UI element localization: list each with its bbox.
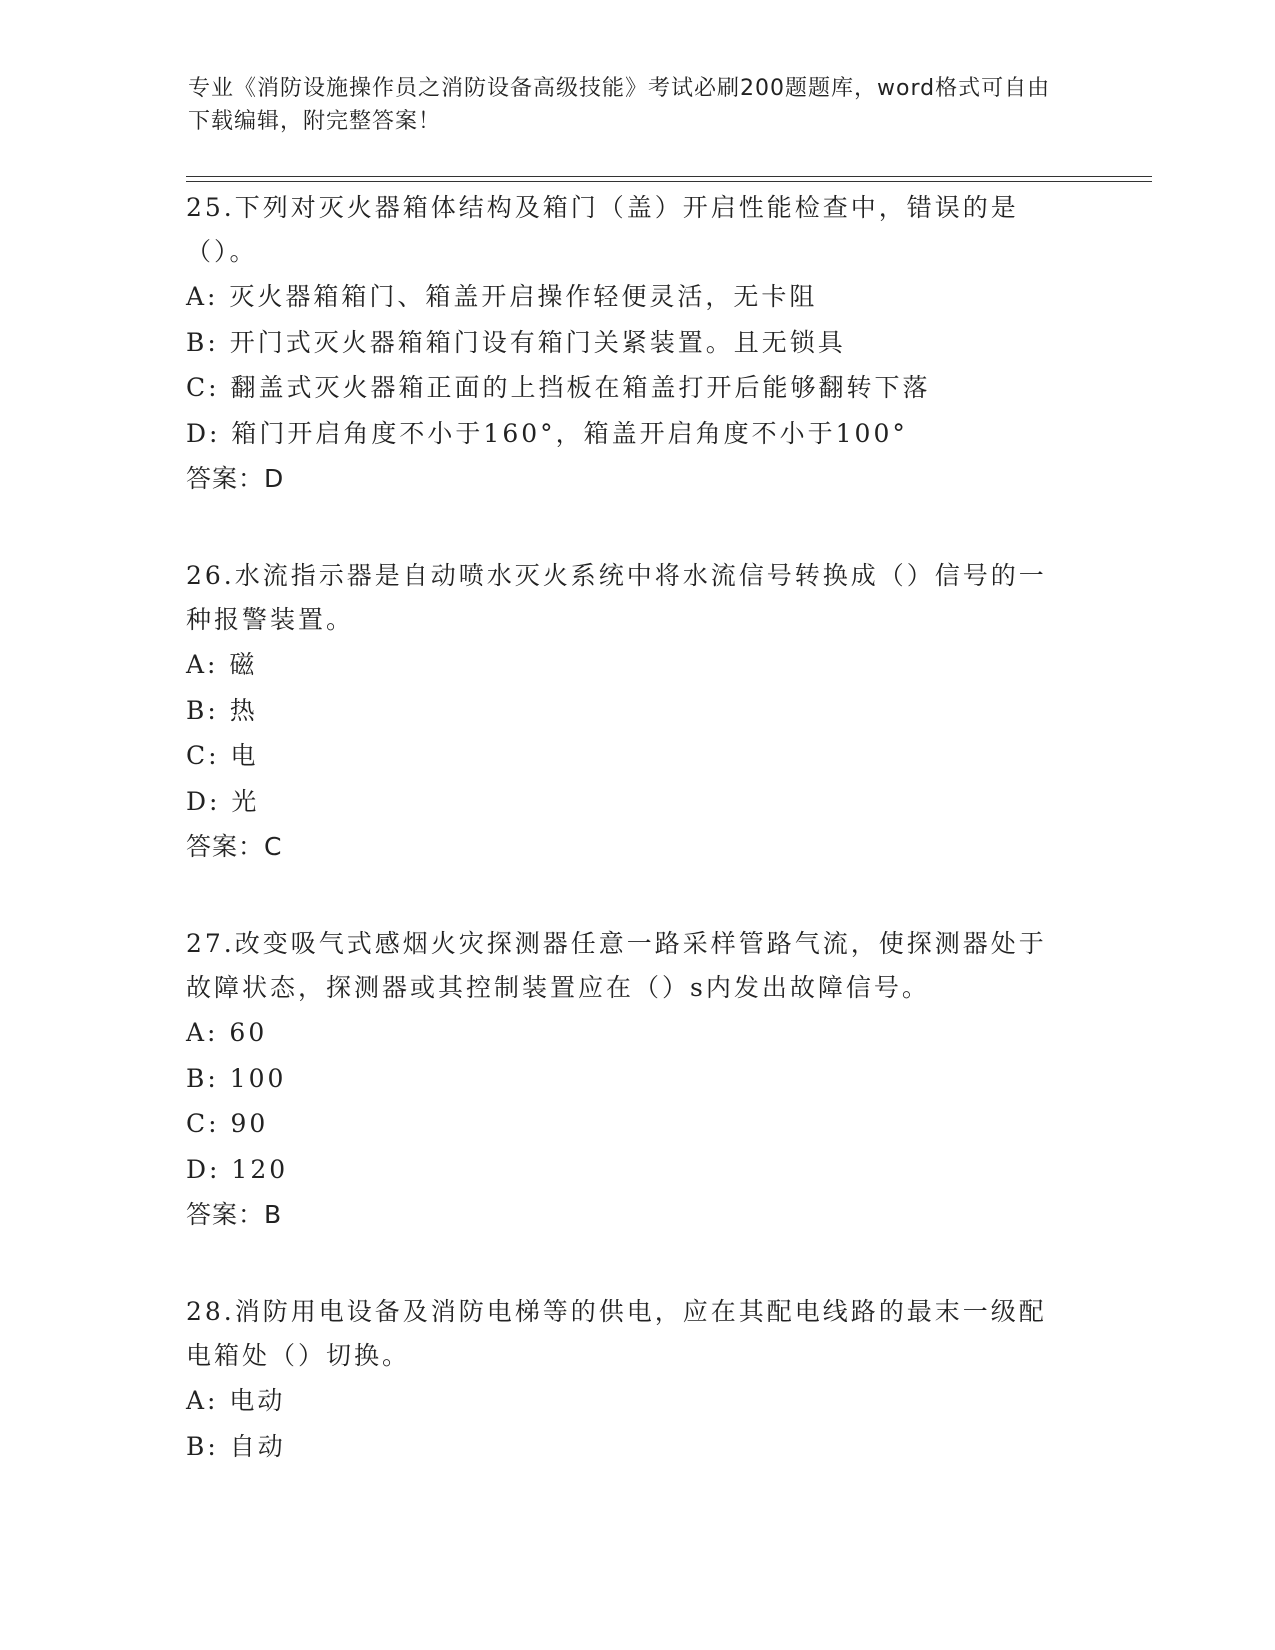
option-d: D: 120 [186,1154,289,1184]
question-26 [186,554,1066,870]
answer: 答案：D [186,464,285,493]
option-a: A: 60 [186,1018,268,1047]
header-divider-top [186,176,1152,177]
option-d: D: 光 [186,786,260,816]
option-a: A: 磁 [186,650,258,679]
header-divider-bottom [186,181,1152,182]
option-b: B: 自动 [186,1431,286,1461]
question-28 [186,1290,1066,1469]
option-d: D: 箱门开启角度不小于160°，箱盖开启角度不小于100° [186,418,908,448]
answer: 答案：B [186,1200,283,1229]
option-a: A: 灭火器箱箱门、箱盖开启操作轻便灵活，无卡阻 [186,282,818,311]
option-b: B: 开门式灭火器箱箱门设有箱门关紧装置。且无锁具 [186,327,846,357]
question-25 [186,186,1066,502]
question-stem: 26.水流指示器是自动喷水灭火系统中将水流信号转换成（）信号的一种报警装置。 [186,561,1047,634]
option-c: C: 90 [186,1109,269,1138]
document-header: 专业《消防设施操作员之消防设备高级技能》考试必刷200题题库，word格式可自由下载编辑，附完整答案！ [188,76,1051,134]
question-stem: 28.消防用电设备及消防电梯等的供电，应在其配电线路的最末一级配电箱处（）切换。 [186,1297,1047,1370]
option-b: B: 100 [186,1063,287,1093]
question-stem: 27.改变吸气式感烟火灾探测器任意一路采样管路气流，使探测器处于故障状态，探测器或其控制装置应在（）s内发出故障信号。 [186,929,1047,1002]
option-c: C: 翻盖式灭火器箱正面的上挡板在箱盖打开后能够翻转下落 [186,373,931,402]
option-b: B: 热 [186,695,258,725]
answer: 答案：C [186,832,283,861]
question-stem: 25.下列对灭火器箱体结构及箱门（盖）开启性能检查中，错误的是（）。 [186,193,1019,266]
question-27 [186,922,1066,1238]
option-c: C: 电 [186,741,259,770]
option-a: A: 电动 [186,1386,286,1415]
